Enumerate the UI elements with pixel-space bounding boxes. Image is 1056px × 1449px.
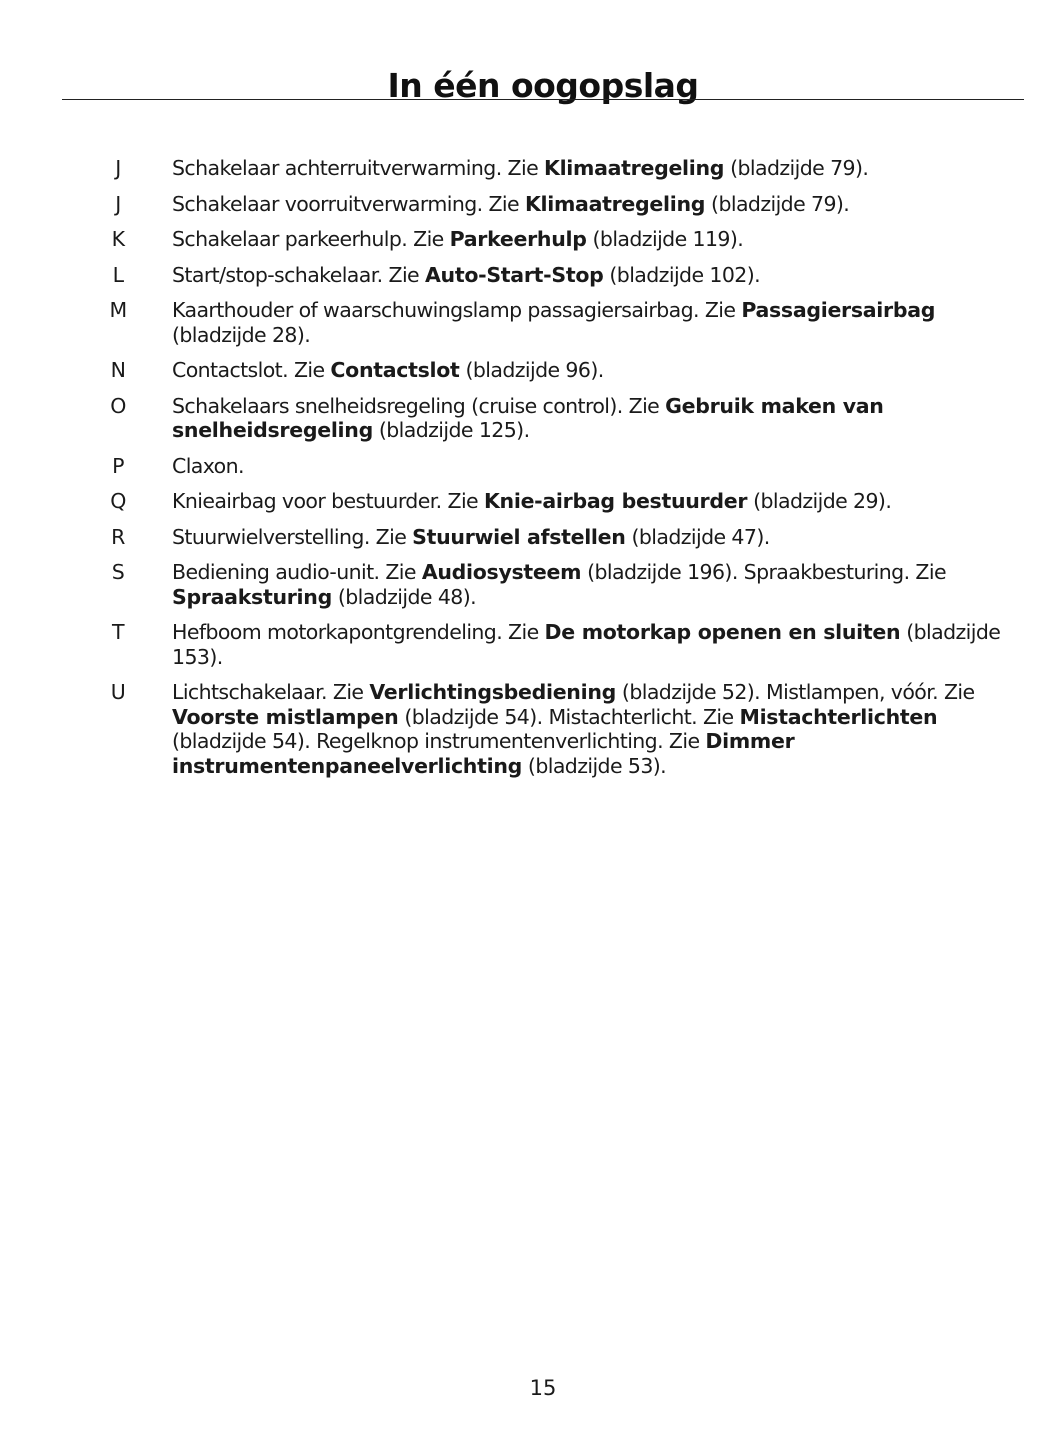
description-text: Kaarthouder of waarschuwingslamp passagiersairbag. Zie — [172, 298, 742, 322]
cross-reference-title: Contactslot — [330, 358, 460, 382]
title-divider — [62, 99, 1024, 100]
description-text: Bediening audio-unit. Zie — [172, 560, 422, 584]
legend-item — [0, 489, 1056, 514]
description-text: Lichtschakelaar. Zie — [172, 680, 370, 704]
legend-item — [0, 525, 1056, 550]
legend-item — [0, 358, 1056, 383]
cross-reference-title: Dimmer instrumentenpaneelverlichting — [172, 729, 795, 778]
cross-reference-title: Auto-Start-Stop — [424, 262, 604, 287]
legend-description — [172, 358, 1022, 383]
cross-reference-title: Klimaatregeling — [544, 156, 725, 180]
description-text: (bladzijde 28). — [172, 322, 311, 347]
legend-description — [172, 394, 1022, 443]
legend-item — [0, 156, 1056, 181]
description-text: Stuurwielverstelling. Zie — [172, 524, 413, 549]
legend-description — [172, 227, 1022, 252]
description-text: Schakelaars snelheidsregeling (cruise control). Zie — [172, 393, 666, 418]
description-text: (bladzijde 79). — [705, 191, 850, 216]
legend-description — [172, 489, 1022, 514]
legend-item — [0, 227, 1056, 252]
cross-reference-title: Stuurwiel afstellen — [412, 524, 626, 549]
description-text: (bladzijde 53). — [522, 753, 667, 778]
legend-letter: Q — [110, 489, 126, 513]
description-text: (bladzijde 102). — [603, 262, 761, 287]
description-text: (bladzijde 47). — [625, 524, 770, 549]
description-text: (bladzijde 119). — [586, 227, 744, 251]
legend-description — [172, 560, 1022, 609]
cross-reference-title: Gebruik maken van snelheidsregeling — [172, 393, 884, 442]
description-text: (bladzijde 96). — [459, 358, 604, 382]
description-text: Start/stop-schakelaar. Zie — [172, 262, 425, 287]
legend-item — [0, 454, 1056, 479]
legend-item — [0, 263, 1056, 288]
legend-item — [0, 192, 1056, 217]
legend-description — [172, 620, 1022, 669]
cross-reference-title: Parkeerhulp — [449, 227, 587, 251]
legend-description — [172, 263, 1022, 288]
description-text: (bladzijde 125). — [372, 418, 530, 442]
legend-description — [172, 192, 1022, 217]
cross-reference-title: Audiosysteem — [421, 560, 582, 584]
description-text: (bladzijde 48). — [331, 584, 477, 609]
description-text: (bladzijde 153). — [172, 620, 1001, 669]
legend-letter: J — [115, 156, 121, 180]
legend-item — [0, 298, 1056, 347]
legend-letter: T — [112, 620, 124, 644]
legend-letter: N — [110, 358, 126, 382]
description-text: Schakelaar voorruitverwarming. Zie — [172, 191, 525, 216]
legend-letter: O — [110, 393, 126, 418]
legend-item — [0, 394, 1056, 443]
description-text: (bladzijde 196). Spraakbesturing. Zie — [581, 560, 946, 584]
legend-description — [172, 525, 1022, 550]
legend-letter: P — [112, 453, 124, 478]
cross-reference-title: Verlichtingsbediening — [369, 680, 616, 704]
legend-letter: J — [115, 191, 121, 216]
legend-item — [0, 560, 1056, 609]
legend-description — [172, 156, 1022, 181]
legend-item — [0, 620, 1056, 669]
legend-letter: L — [112, 262, 124, 287]
legend-letter: M — [109, 298, 127, 322]
legend-letter: S — [111, 560, 125, 584]
legend-list — [0, 156, 1056, 789]
description-text: Contactslot. Zie — [172, 358, 331, 382]
page-title: In één oogopslag — [387, 66, 699, 106]
description-text: Claxon. — [172, 453, 244, 478]
cross-reference-title: Spraaksturing — [172, 584, 332, 609]
cross-reference-title: Knie-airbag bestuurder — [483, 489, 748, 513]
page-number: 15 — [529, 1376, 557, 1400]
legend-letter: U — [110, 680, 126, 704]
legend-description — [172, 680, 1022, 778]
cross-reference-title: Passagiersairbag — [741, 298, 936, 322]
cross-reference-title: De motorkap openen en sluiten — [544, 620, 901, 644]
description-text: Hefboom motorkapontgrendeling. Zie — [172, 620, 545, 644]
legend-description — [172, 454, 1022, 479]
description-text: (bladzijde 52). Mistlampen, vóór. Zie — [616, 680, 975, 704]
legend-description — [172, 298, 1022, 347]
description-text: (bladzijde 54). Mistachterlicht. Zie — [398, 704, 740, 729]
description-text: Schakelaar achterruitverwarming. Zie — [172, 156, 544, 180]
cross-reference-title: Klimaatregeling — [524, 191, 706, 216]
description-text: (bladzijde 29). — [747, 489, 892, 513]
description-text: (bladzijde 54). Regelknop instrumentenverlichting. Zie — [172, 729, 706, 753]
description-text: Knieairbag voor bestuurder. Zie — [172, 489, 484, 513]
cross-reference-title: Voorste mistlampen — [172, 704, 399, 729]
legend-item — [0, 680, 1056, 778]
cross-reference-title: Mistachterlichten — [739, 704, 938, 729]
legend-letter: K — [111, 227, 125, 251]
description-text: Schakelaar parkeerhulp. Zie — [172, 227, 450, 251]
legend-letter: R — [111, 524, 125, 549]
description-text: (bladzijde 79). — [724, 156, 869, 180]
